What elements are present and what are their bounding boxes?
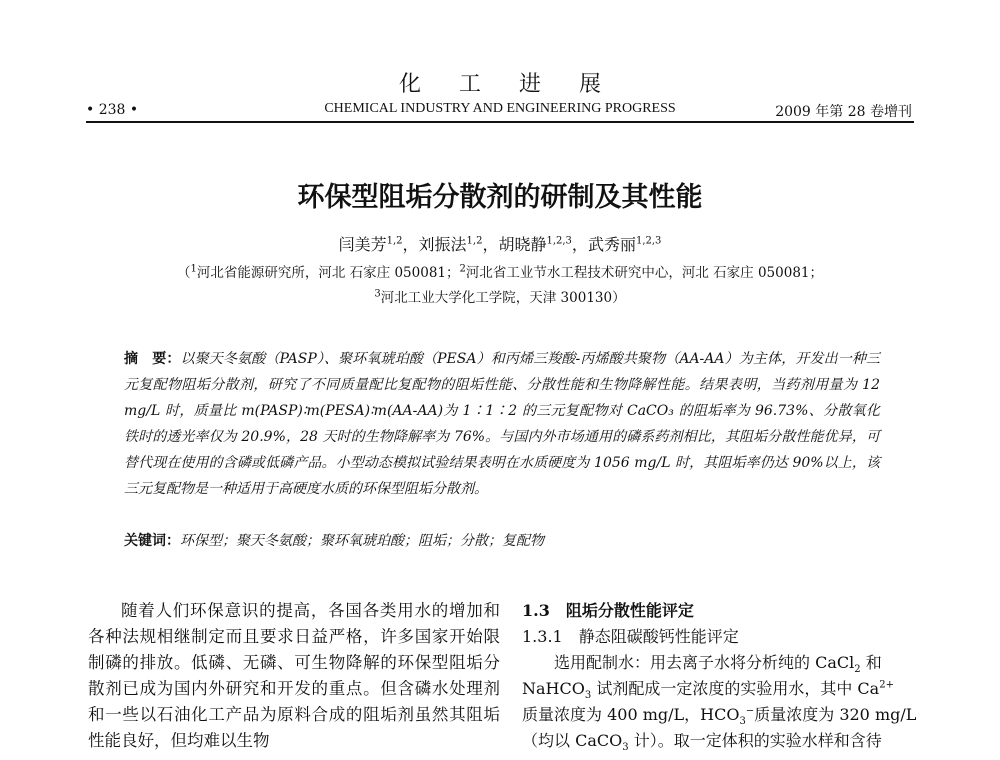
keywords-label: 关键词： [124, 533, 180, 549]
body-line [522, 676, 922, 702]
author-separator: ， [482, 235, 499, 254]
affiliation-mark: 1 [190, 263, 197, 275]
affiliation-3: 河北工业大学化工学院，天津 300130） [380, 290, 626, 306]
affiliation-mark: 2 [459, 263, 466, 275]
issue-info: 2009 年第 28 卷增刊 [775, 104, 912, 120]
journal-title-en: CHEMICAL INDUSTRY AND ENGINEERING PROGRESS [324, 101, 676, 116]
superscript: − [745, 705, 755, 717]
author-separator: ， [571, 235, 588, 254]
abstract-label: 摘 要： [124, 351, 181, 367]
author-name: 武秀丽 [587, 235, 636, 254]
superscript: 2+ [879, 679, 894, 691]
subscript: 2 [854, 664, 861, 676]
subsection-heading: 1.3.1 静态阻碳酸钙性能评定 [522, 627, 739, 646]
affiliation-mark: 3 [374, 288, 381, 300]
header-divider [86, 121, 914, 123]
body-text: 选用配制水：用去离子水将分析纯的 CaCl [554, 653, 855, 672]
affiliation-line [0, 286, 1000, 306]
author-separator: ， [402, 235, 419, 254]
body-column-left [88, 598, 500, 754]
subscript: 3 [584, 690, 592, 702]
journal-title-cn: 化工进展 [398, 72, 639, 97]
abstract-text: 以聚天冬氨酸（PASP）、聚环氧琥珀酸（PESA）和丙烯三羧酸-丙烯酸共聚物（AA-AA）为主体，开发出一种三元复配物阻垢分散剂，研究了不同质量配比复配物的阻垢性能、分散性能和生物降解性能。结果表明，当药剂用量为 12 mg/L 时，质量比 m(PASP)∶m(PESA)∶m(AA-AA)为 1∶1∶2 的三元复配物对 CaCO₃ 的阻垢率为 96.73%、分散氧化铁时的透光率仅为 20.9%，28 天时的生物降解率为 76%。与国内外市场通用的磷系药剂相比，其阻垢分散性能优异，可替代现在使用的含磷或低磷产品。小型动态模拟试验结果表明在水质硬度为 1056 mg/L 时，其阻垢率仍达 90%以上，该三元复配物是一种适用于高硬度水质的环保型阻垢分散剂。 [124, 351, 881, 497]
author-name: 闫美芳 [338, 235, 387, 254]
author-name: 刘振法 [418, 235, 467, 254]
keywords [124, 528, 880, 554]
author-affiliation-mark: 1,2 [466, 235, 483, 247]
body-text: 质量浓度为 400 mg/L，HCO [522, 705, 740, 724]
affiliation-1: 河北省能源研究所，河北 石家庄 050081； [196, 265, 460, 281]
author-affiliation-mark: 1,2 [386, 235, 403, 247]
body-text: 质量浓度为 320 mg/L [754, 705, 917, 724]
affiliation-line [0, 261, 1000, 281]
body-paragraph: 随着人们环保意识的提高，各国各类用水的增加和各种法规相继制定而且要求日益严格，许多国家开始限制磷的排放。低磷、无磷、可生物降解的环保型阻垢分散剂已成为国内外研究和开发的重点。但含磷水处理剂和一些以石油化工产品为原料合成的阻垢剂虽然其阻垢性能良好，但均难以生物 [88, 601, 500, 750]
page-number: • 238 • [86, 102, 139, 118]
body-text: NaHCO [522, 679, 585, 698]
section-heading: 1.3 阻垢分散性能评定 [522, 601, 694, 620]
body-text: （均以 CaCO [522, 731, 623, 750]
paren-open: （ [177, 265, 191, 281]
author-list [0, 232, 1000, 255]
body-text: 试剂配成一定浓度的实验用水，其中 Ca [591, 679, 880, 698]
body-text: 和 [860, 653, 882, 672]
paper-title: 环保型阻垢分散剂的研制及其性能 [297, 182, 703, 213]
keywords-text: 环保型；聚天冬氨酸；聚环氧琥珀酸；阻垢；分散；复配物 [180, 533, 544, 549]
body-column-right [522, 598, 922, 754]
abstract [124, 346, 880, 502]
body-line [522, 728, 922, 754]
author-affiliation-mark: 1,2,3 [546, 235, 572, 247]
body-line [522, 702, 922, 728]
affiliation-2: 河北省工业节水工程技术研究中心，河北 石家庄 050081； [465, 265, 823, 281]
author-affiliation-mark: 1,2,3 [635, 235, 662, 247]
body-text: 计）。取一定体积的实验水样和含待 [628, 731, 882, 750]
subscript: 3 [622, 742, 629, 754]
subscript: 3 [739, 716, 746, 728]
body-line [522, 650, 922, 676]
author-name: 胡晓静 [498, 235, 547, 254]
